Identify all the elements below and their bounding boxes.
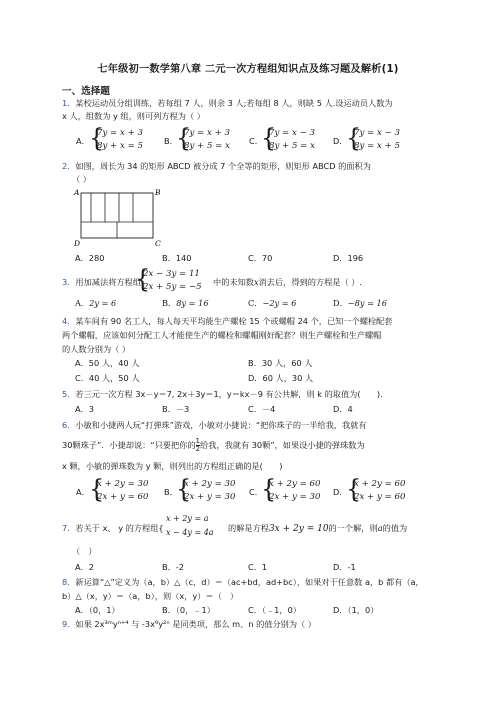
q2-option-b: B．140 xyxy=(162,253,192,263)
brace-icon: { xyxy=(176,123,192,153)
equation: 8y = x + 5 xyxy=(354,141,400,151)
q7-text-pre: 7．若关于 x、 y 的方程组{ xyxy=(62,523,164,533)
q9-text-line1: 9．如果 2x³ᵐyⁿ⁺⁴ 与 -3x⁹y²ⁿ 是同类项，那么 m、n 的值分别为（ ） xyxy=(62,619,316,629)
vertex-label-c: C xyxy=(155,239,161,248)
q7-number: 7． xyxy=(62,523,76,533)
q4-text-line2: 两个螺帽，应该如何分配工人才能使生产的螺栓和螺帽刚好配套？则生产螺栓和生产螺帽 xyxy=(62,330,382,340)
equation: 8y + 5 = x xyxy=(269,141,315,151)
q4-option-a: A．50 人，40 人 xyxy=(75,358,140,368)
brace-icon: { xyxy=(346,474,362,504)
fraction-one-half: $\frac{1}{2}$ xyxy=(195,437,200,453)
equation: 2x + 5y = −5 xyxy=(143,282,202,292)
q9-number: 9． xyxy=(62,619,76,629)
q6-option-c-label: C． xyxy=(249,487,263,497)
rectangle-figure xyxy=(70,186,166,248)
equation: x + 2y = 60 xyxy=(269,479,321,489)
brace-icon: { xyxy=(261,123,277,153)
equation: x + 2y = 30 xyxy=(184,479,236,489)
q1-option-c-label: C． xyxy=(249,136,263,146)
q7-text-line2: （ ） xyxy=(72,546,97,556)
q5-text-line1: 5．若三元一次方程 3x－y＝7, 2x＋3y＝1，y＝kx－9 有公共解，则 k 的取值为( ). xyxy=(62,389,383,399)
q3-number: 3． xyxy=(62,277,76,287)
equation: x − 4y = 4a xyxy=(166,528,214,537)
equation: 2x + y = 60 xyxy=(354,492,406,502)
q3-option-d: D．−8y = 16 xyxy=(333,298,387,308)
q2-text-line1 xyxy=(62,161,442,172)
q3-option-c: C．−2y = 6 xyxy=(248,298,297,308)
q6-option-b-label: B． xyxy=(164,487,178,497)
q1-text-line2: x 人，组数为 y 组，则可列方程为（ ） xyxy=(62,111,205,121)
q7-option-c: C．1 xyxy=(248,562,268,572)
equation: 8y + x = 5 xyxy=(97,141,143,151)
q2-option-c: C．70 xyxy=(248,253,273,263)
q4-number: 4． xyxy=(62,316,76,326)
equation: 2x − 3y = 11 xyxy=(143,269,200,279)
equation: 7y = x + 3 xyxy=(184,128,230,138)
q8-text-line2: b）△（x，y）＝（a，b），则（x，y）＝（ ） xyxy=(62,591,239,601)
equation: x + 2y = 30 xyxy=(97,479,149,489)
equation: 7y = x − 3 xyxy=(269,128,315,138)
q3-option-a: A．2y = 6 xyxy=(75,298,117,308)
brace-icon: { xyxy=(261,474,277,504)
vertex-label-a: A xyxy=(74,188,80,197)
q1-option-d-label: D． xyxy=(333,136,348,146)
q1-text: 某校运动员分组训练，若每组 7 人，则余 3 人;若每组 8 人，则缺 5 人.设运动员人数为 xyxy=(75,98,393,108)
equation: x + 2y = 60 xyxy=(354,479,406,489)
vertex-label-d: D xyxy=(74,239,81,248)
document-title: 七年级初一数学第八章 二元一次方程组知识点及练习题及解析(1) xyxy=(97,64,399,75)
q4-text-line1: 4．某车间有 90 名工人，每人每天平均能生产螺栓 15 个或螺帽 24 个，已知一个螺栓配套 xyxy=(62,316,393,326)
brace-icon: { xyxy=(176,474,192,504)
q8-text-line1: 8．新运算“△”定义为（a，b）△（c，d）＝（ac+bd，ad+bc），如果对于任意数 a，b 都有（a， xyxy=(62,577,424,587)
q7-option-d: D．-1 xyxy=(333,562,356,572)
q1-text-line1 xyxy=(62,98,442,109)
q8-option-d: D．（1，0） xyxy=(333,605,379,615)
q7-text-post: 的解是方程3x + 2y = 10的一个解，则a的值为 xyxy=(228,523,408,534)
q2-text: 如图，周长为 34 的矩形 ABCD 被分成 7 个全等的矩形，则矩形 ABCD 的面积为 xyxy=(75,161,371,171)
q6-number: 6． xyxy=(62,420,76,430)
q6-text-line2: 30颗珠子”．小捷却说：“只要把你的 $\frac{1}{2}$ 给我，我就有 30颗”，如果设小捷的弹珠数为 xyxy=(62,437,365,453)
q6-text-line1: 6．小敏和小捷两人玩“打弹珠”游戏，小敏对小捷说：“把你珠子的一半给我，我就有 xyxy=(62,420,367,430)
q5-option-c: C．－4 xyxy=(248,404,276,414)
brace-icon: { xyxy=(346,123,362,153)
brace-icon: { xyxy=(89,474,105,504)
q5-option-b: B．－3 xyxy=(162,404,190,414)
q6-text-line3: x 颗，小敏的弹珠数为 y 颗，则列出的方程组正确的是( ) xyxy=(62,461,283,471)
equation: 8y + 5 = x xyxy=(184,141,230,151)
q2-number: 2． xyxy=(62,161,76,171)
section-heading: 一、选择题 xyxy=(62,86,110,97)
q3-option-b: B．8y = 16 xyxy=(162,298,209,308)
q5-option-d: D．4 xyxy=(333,404,353,414)
q1-option-b-label: B． xyxy=(164,136,178,146)
q2-text-line2: （ ） xyxy=(72,174,91,184)
brace-icon: { xyxy=(89,123,105,153)
q8-option-b: B．（0，﹣1） xyxy=(162,605,215,615)
vertex-label-b: B xyxy=(155,188,161,197)
equation: 7y = x + 3 xyxy=(97,128,143,138)
q5-option-a: A．3 xyxy=(75,404,95,414)
q3-text-post: 中的未知数x消去后，得到的方程是（ ）. xyxy=(213,277,363,287)
q1-number: 1． xyxy=(62,98,76,108)
brace-icon: { xyxy=(135,264,151,294)
q5-number: 5． xyxy=(62,389,76,399)
equation: 2x + y = 60 xyxy=(97,492,149,502)
q7-option-b: B．-2 xyxy=(162,562,184,572)
q8-number: 8． xyxy=(62,577,76,587)
equation: x + 2y = a xyxy=(166,514,209,523)
q3-text-pre: 3．用加减法将方程组 xyxy=(62,277,141,287)
q4-option-b: B．30 人，60 人 xyxy=(248,358,313,368)
q4-text-line3: 的人数分别为（ ） xyxy=(62,344,131,354)
q6-option-d-label: D． xyxy=(333,487,348,497)
q8-option-c: C．（﹣1，0） xyxy=(248,605,301,615)
equation: 2x + y = 30 xyxy=(184,492,236,502)
q4-option-c: C．40 人，50 人 xyxy=(75,373,140,383)
q8-option-a: A．（0，1） xyxy=(75,605,120,615)
equation: 2x + y = 30 xyxy=(269,492,321,502)
q4-option-d: D．60 人，30 人 xyxy=(248,373,314,383)
q1-option-a-label: A． xyxy=(76,136,90,146)
q7-option-a: A．2 xyxy=(75,562,95,572)
q2-option-d: D．196 xyxy=(333,253,364,263)
equation: 7y = x − 3 xyxy=(354,128,400,138)
q2-option-a: A．280 xyxy=(75,253,105,263)
q6-option-a-label: A． xyxy=(76,487,90,497)
